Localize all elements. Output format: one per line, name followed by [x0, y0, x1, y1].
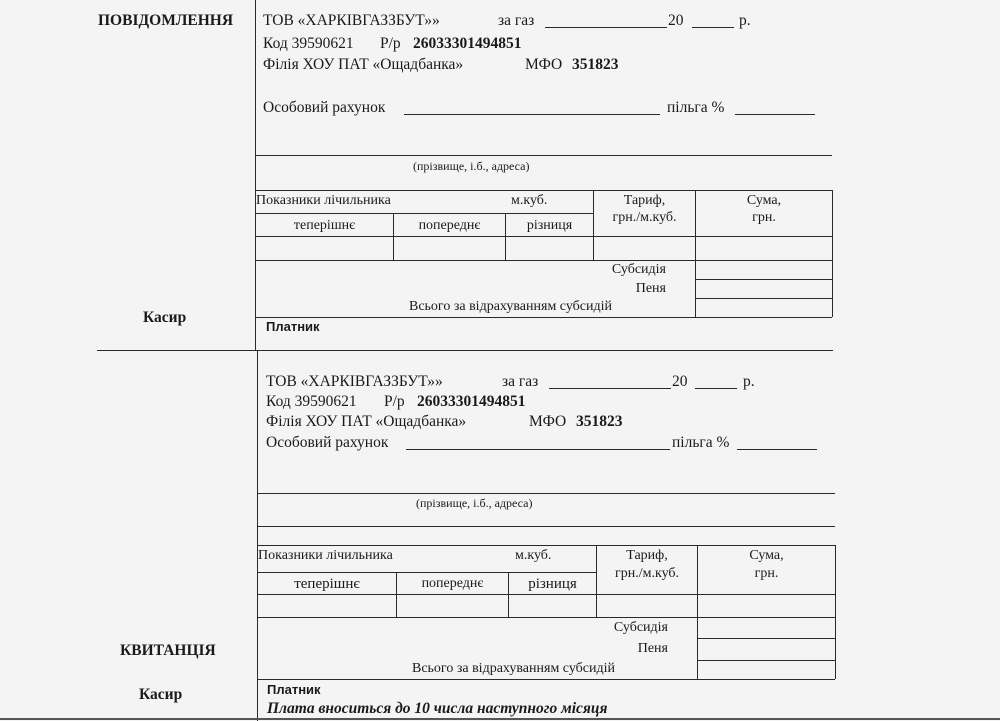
subsidy-cell-bottom — [697, 638, 835, 639]
receipt-cashier-label: Касир — [139, 686, 183, 703]
subsidy-label: Субсидія — [613, 620, 668, 635]
mfo-number: 351823 — [572, 56, 619, 73]
table-bottom-border — [257, 679, 835, 680]
name-address-hint: (прізвище, і.б., адреса) — [413, 159, 530, 173]
difference-header: різниця — [526, 218, 573, 233]
account-number: 26033301494851 — [413, 35, 522, 52]
code-label: Код 39590621 — [263, 35, 354, 52]
sum-header-2: грн. — [754, 566, 779, 581]
previous-reading-cell[interactable] — [398, 596, 507, 616]
table-top-border — [255, 190, 832, 191]
penalty-label: Пеня — [635, 281, 666, 296]
subsidy-label: Субсидія — [611, 262, 666, 277]
table-top-border — [257, 545, 835, 546]
total-label: Всього за відрахуванням субсидій — [409, 299, 612, 314]
personal-account-field[interactable] — [404, 100, 660, 115]
receipt-name-address-line[interactable] — [257, 493, 835, 494]
receipt-personal-account-label: Особовий рахунок — [266, 434, 389, 451]
total-cell[interactable] — [699, 662, 834, 678]
sum-header-2: грн. — [752, 210, 776, 225]
payment-deadline-note: Плата вноситься до 10 числа наступного місяця — [267, 700, 608, 717]
table-right-border — [832, 190, 833, 317]
receipt-benefit-field[interactable] — [737, 435, 817, 450]
account-label: Р/р — [380, 35, 401, 52]
receipt-payer-label: Платник — [267, 682, 321, 697]
penalty-cell-bottom — [697, 660, 835, 661]
bank-name: Філія ХОУ ПАТ «Ощадбанка» — [263, 56, 464, 73]
year-suffix: р. — [739, 12, 751, 29]
unit-header: м.куб. — [515, 548, 552, 563]
receipt-year-field[interactable] — [695, 374, 737, 389]
tariff-header-2: грн./м.куб. — [614, 566, 680, 581]
penalty-label: Пеня — [637, 641, 668, 656]
tariff-cell[interactable] — [598, 596, 696, 616]
receipt-for-gas-label: за газ — [502, 373, 539, 390]
sum-header-1: Сума, — [746, 193, 782, 208]
receipt-code-label: Код 39590621 — [266, 393, 357, 410]
table-header-bottom — [255, 236, 832, 237]
current-reading-cell[interactable] — [257, 238, 392, 259]
tariff-header-1: Тариф, — [623, 193, 666, 208]
tariff-cell[interactable] — [595, 238, 694, 259]
table-right-border — [835, 545, 836, 679]
receipt-account-label: Р/р — [384, 393, 405, 410]
receipt-company-name: ТОВ «ХАРКІВГАЗЗБУТ»» — [266, 373, 443, 390]
subsidy-cell[interactable] — [699, 620, 834, 637]
penalty-cell-bottom — [695, 298, 832, 299]
tariff-header-1: Тариф, — [626, 548, 668, 563]
personal-account-label: Особовий рахунок — [263, 99, 386, 116]
total-label: Всього за відрахуванням субсидій — [412, 661, 615, 676]
bottom-edge — [0, 718, 1000, 720]
unit-header: м.куб. — [511, 193, 548, 208]
receipt-divider — [257, 350, 258, 721]
receipt-month-field[interactable] — [549, 374, 671, 389]
difference-header: різниця — [528, 576, 577, 592]
company-name: ТОВ «ХАРКІВГАЗЗБУТ»» — [263, 12, 440, 29]
table-subheader-border — [257, 572, 596, 573]
year-field[interactable] — [692, 13, 734, 28]
receipt-year-suffix: р. — [743, 373, 755, 390]
subsidy-cell[interactable] — [697, 262, 831, 278]
receipt-account-number: 26033301494851 — [417, 393, 526, 410]
difference-cell[interactable] — [507, 238, 592, 259]
previous-reading-cell[interactable] — [395, 238, 504, 259]
table-header-bottom — [257, 594, 835, 595]
total-cell[interactable] — [697, 300, 831, 316]
current-reading-cell[interactable] — [259, 596, 395, 616]
receipt-title: КВИТАНЦІЯ — [120, 642, 216, 659]
table-subheader-border — [255, 213, 593, 214]
penalty-cell[interactable] — [697, 281, 831, 297]
receipt-address-line[interactable] — [257, 526, 835, 527]
current-header: теперішнє — [294, 576, 360, 592]
receipt-benefit-label: пільга % — [672, 434, 730, 451]
notice-title: ПОВІДОМЛЕННЯ — [98, 12, 234, 29]
meter-readings-header: Показники лічильника — [256, 193, 391, 208]
benefit-field[interactable] — [735, 100, 815, 115]
receipt-personal-account-field[interactable] — [406, 435, 670, 450]
difference-cell[interactable] — [510, 596, 595, 616]
notice-payer-label: Платник — [266, 319, 320, 334]
sum-header-1: Сума, — [749, 548, 784, 563]
receipt-mfo-number: 351823 — [576, 413, 623, 430]
benefit-label: пільга % — [667, 99, 725, 116]
notice-cashier-label: Касир — [143, 309, 187, 326]
table-bottom-border — [255, 317, 832, 318]
mfo-label: МФО — [525, 56, 563, 73]
current-header: теперішнє — [293, 218, 356, 233]
sum-cell[interactable] — [697, 238, 831, 259]
sum-cell[interactable] — [699, 596, 834, 616]
penalty-cell[interactable] — [699, 641, 834, 659]
month-field[interactable] — [545, 13, 667, 28]
receipt-bank-name: Філія ХОУ ПАТ «Ощадбанка» — [266, 413, 467, 430]
year-prefix: 20 — [668, 12, 684, 29]
receipt-mfo-label: МФО — [529, 413, 567, 430]
previous-header: попереднє — [421, 576, 484, 591]
table-values-bottom — [257, 617, 835, 618]
table-values-bottom — [255, 260, 832, 261]
name-address-line[interactable] — [255, 155, 832, 156]
for-gas-label: за газ — [498, 12, 535, 29]
subsidy-cell-bottom — [695, 279, 832, 280]
tariff-header-2: грн./м.куб. — [612, 210, 677, 225]
receipt-year-prefix: 20 — [672, 373, 688, 390]
previous-header: попереднє — [418, 218, 481, 233]
cut-line — [97, 350, 833, 351]
receipt-name-address-hint: (прізвище, і.б., адреса) — [416, 496, 533, 510]
notice-divider — [255, 0, 256, 350]
meter-readings-header: Показники лічильника — [258, 548, 393, 563]
